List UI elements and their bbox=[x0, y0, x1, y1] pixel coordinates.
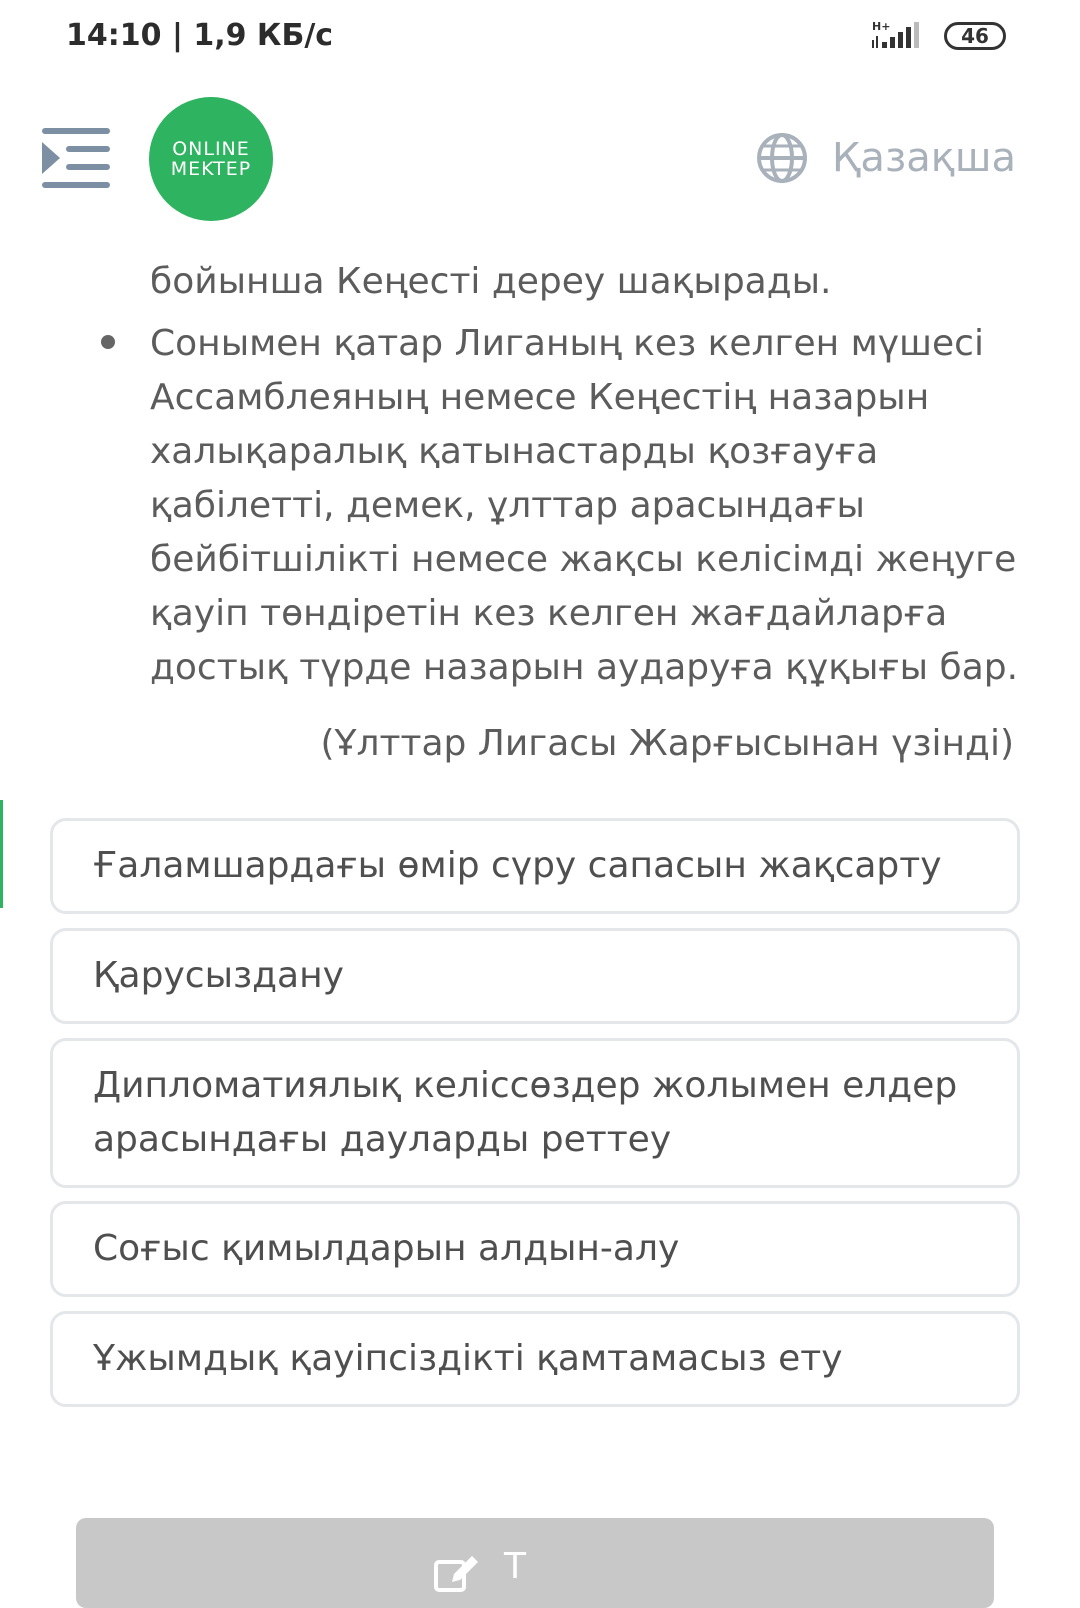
answer-option-3[interactable] bbox=[50, 1038, 1020, 1188]
answer-option-1[interactable] bbox=[50, 818, 1020, 914]
header bbox=[0, 90, 1080, 230]
answer-option-label: Ұжымдық қауіпсіздікті қамтамасыз ету bbox=[93, 1338, 843, 1379]
bullet-dot bbox=[101, 335, 115, 349]
online-mektep-logo[interactable] bbox=[149, 97, 273, 221]
globe-icon bbox=[756, 132, 808, 184]
submit-label: Т bbox=[504, 1546, 526, 1587]
status-bar bbox=[0, 0, 1080, 80]
menu-indent-icon[interactable] bbox=[40, 126, 112, 192]
passage-bullet: Сонымен қатар Лиганың кез келген мүшесі Ассамблеяның немесе Кеңестің назарын халықаралық қатынастарды қозғауға қабілетті, демек, ұлттар арасындағы бейбітшілікті немесе жақсы келісімді жеңуге қауіп төндіретін кез келген жағдайларға достық түрде назарын аударуға құқығы бар. bbox=[150, 323, 1019, 688]
network-type: H+ bbox=[872, 20, 891, 33]
language-selector[interactable] bbox=[756, 130, 1016, 186]
submit-button[interactable] bbox=[76, 1518, 994, 1608]
answer-option-label: Дипломатиялық келіссөздер жолымен елдер арасындағы дауларды реттеу bbox=[93, 1065, 958, 1160]
battery-icon: 46 bbox=[944, 22, 1006, 50]
answer-option-5[interactable] bbox=[50, 1311, 1020, 1407]
answer-option-label: Қарусыздану bbox=[93, 955, 344, 996]
answer-option-label: Ғаламшардағы өмір сүру сапасын жақсарту bbox=[93, 845, 942, 886]
answer-option-label: Соғыс қимылдарын алдын-алу bbox=[93, 1228, 680, 1269]
answer-option-2[interactable] bbox=[50, 928, 1020, 1024]
passage-continuation: бойынша Кеңесті дереу шақырады. bbox=[150, 261, 832, 302]
passage-source: (Ұлттар Лигасы Жарғысынан үзінді) bbox=[320, 723, 1014, 764]
side-accent-bar bbox=[0, 800, 3, 908]
language-label: Қазақша bbox=[832, 135, 1016, 181]
status-time: 14:10 | 1,9 КБ/с bbox=[66, 18, 334, 53]
edit-icon bbox=[432, 1552, 480, 1592]
logo-line2: MEKTEP bbox=[170, 158, 252, 180]
answer-option-4[interactable] bbox=[50, 1201, 1020, 1297]
logo-line1: ONLINE bbox=[172, 138, 250, 160]
signal-icon bbox=[870, 18, 930, 54]
